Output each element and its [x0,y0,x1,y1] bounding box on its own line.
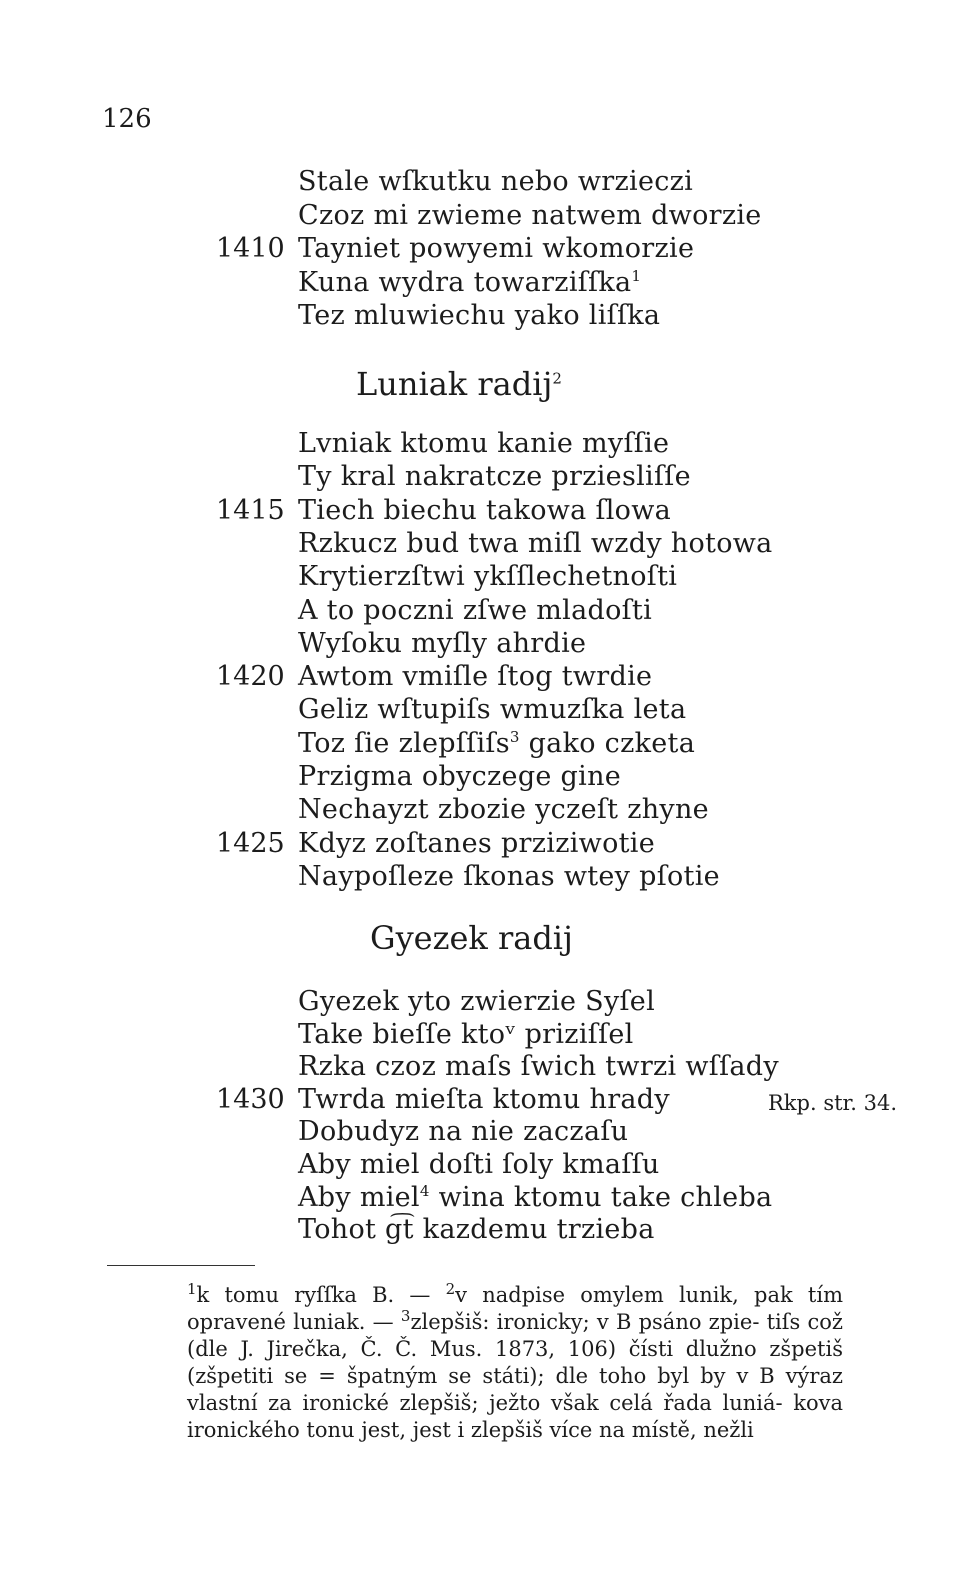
verse-line [298,763,621,790]
verse-line [298,1181,773,1213]
verse-line [298,527,773,559]
verse-line [298,302,660,329]
verse-text: Tiech biechu takowa ſlowa [298,494,672,526]
verse-text: Gyezek yto zwierzie Syſel [298,986,656,1017]
footnote-mark-3: 3 [400,1307,411,1325]
heading-text: Gyezek radij [370,919,573,957]
verse-text: Rzka czoz maſs ſwich twrzi wſſady [298,1051,779,1083]
line-number: 1430 [216,1083,285,1115]
verse-text: Geliz wſtupiſs wmuzſka leta [298,694,687,726]
verse-line [298,266,642,298]
verse-text: Aby miel [298,1181,420,1213]
footnote-mark: 4 [419,1181,430,1200]
verse-line [298,561,678,593]
verse-line [298,1214,655,1246]
footnote-mark-2: 2 [445,1280,456,1298]
verse-line [298,1018,634,1050]
verse-text: Toz ſie zlepſſiſs [298,727,510,759]
verse-text: Kdyz zoſtanes prziziwotie [298,827,655,859]
verse-text: Kuna wydra towarziſſka [298,266,632,298]
verse-text: Naypoſleze ſkonas wtey pſotie [298,860,720,892]
line-number: 1415 [216,494,285,526]
footnote-3: zlepšiš: ironicky; v B psáno zpie- tiſs což (dle J. Jirečka, Č. Č. Mus. 1873, 106) čísti dlužno zšpetiš (zšpetiti se = špatným se státi); dle toho byl by v B výraz vlastní za ironické zlepšiš; ježto však celá řada luniá- kova ironického tonu jest, jest i zlepšiš více na místě, nežli [187,1310,843,1442]
verse-line [298,168,693,195]
footnote-mark: 2 [552,369,562,388]
verse-line [298,727,696,759]
verse-text: Tohot g͡t kazdemu trzieba [298,1214,655,1246]
verse-text: Twrda mieſta ktomu hrady [298,1083,670,1115]
verse-line [298,430,669,457]
verse-text: Przigma obyczege gine [298,761,622,792]
verse-line [298,1051,779,1083]
verse-text: Stale wſkutku nebo wrzieczi [298,166,694,197]
verse-line [298,594,653,626]
heading-text: Luniak radij [356,365,553,403]
verse-text: Awtom vmiſle ſtog twrdie [298,661,653,693]
footnote-mark: 3 [509,727,520,746]
verse-text-after: gako czketa [519,727,696,759]
verse-line [298,827,655,859]
footnote-2: v nadpise omylem lunik, pak tím opravené luniak. — [187,1283,843,1334]
verse-line [298,988,655,1015]
heading-luniak [356,365,562,403]
footnotes [187,1282,843,1444]
verse-text: Dobudyz na nie zaczaſu [298,1116,629,1148]
verse-line [298,461,691,493]
verse-text: Ty kral nakratcze prziesliſſe [298,461,691,493]
verse-text-after: wina ktomu take chleba [429,1181,773,1213]
verse-line [298,494,672,526]
verse-text: Lvniak ktomu kanie myſſie [298,428,670,459]
line-number: 1420 [216,661,285,693]
line-number: 1425 [216,827,285,859]
verse-line [298,1151,660,1178]
verse-line [298,661,653,693]
verse-line [298,694,687,726]
verse-text: Rzkucz bud twa miſl wzdy hotowa [298,527,773,559]
verse-text: Take bieſſe ktoᵛ priziſſel [298,1018,634,1050]
footnote-1: k tomu ryſſka B. — [196,1283,446,1307]
line-number: 1410 [216,233,285,264]
verse-line [298,860,720,892]
verse-line [298,1083,670,1115]
verse-line [298,627,587,659]
verse-text: Wyſoku myſly ahrdie [298,627,587,659]
verse-text: Aby miel doſti ſoly kmaſſu [298,1149,660,1180]
verse-text: Czoz mi zwieme natwem dworzie [298,199,762,231]
footnote-rule [107,1265,255,1266]
verse-text: Nechayzt zbozie yczeſt zhyne [298,794,709,826]
page-number: 126 [102,104,152,134]
margin-note: Rkp. str. 34. [768,1091,898,1115]
verse-line [298,235,694,262]
footnote-block [187,1282,843,1444]
verse-line [298,199,762,231]
verse-text: Krytierzſtwi ykſſlechetnoſti [298,561,678,593]
verse-line [298,1116,629,1148]
verse-line [298,794,709,826]
footnote-mark: 1 [631,266,642,285]
verse-text: Tayniet powyemi wkomorzie [298,233,695,264]
verse-text: A to poczni zſwe mladoſti [298,594,653,626]
heading-gyezek [370,919,573,957]
footnote-mark-1: 1 [187,1280,197,1298]
verse-text: Tez mluwiechu yako liſſka [298,300,661,331]
